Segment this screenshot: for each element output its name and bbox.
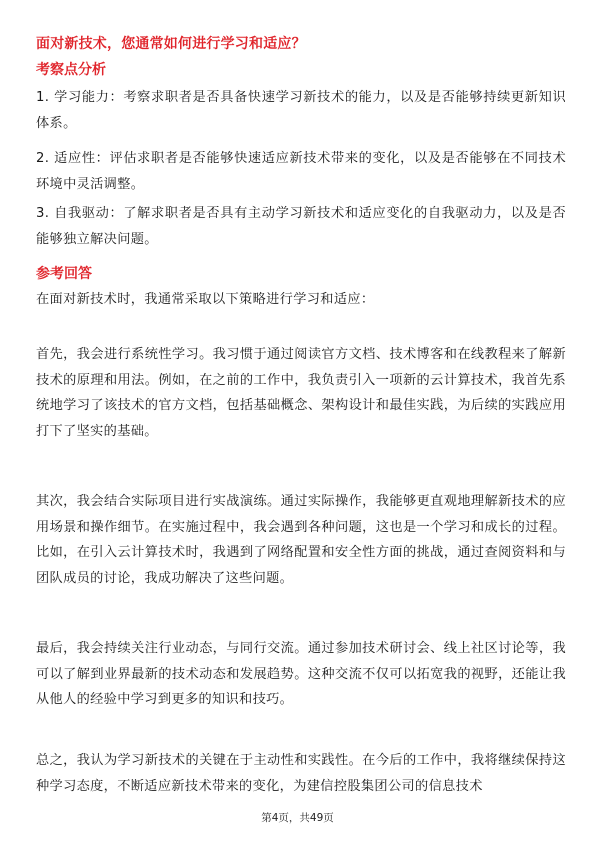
analysis-item-1: 1. 学习能力：考察求职者是否具备快速学习新技术的能力，以及是否能够持续更新知识体系。	[36, 90, 566, 131]
question-heading: 面对新技术，您通常如何进行学习和适应？	[36, 36, 306, 52]
answer-paragraph-4: 总之，我认为学习新技术的关键在于主动性和实践性。在今后的工作中，我将继续保持这种学习态度，不断适应新技术带来的变化，为建信控股集团公司的信息技术	[36, 753, 566, 794]
analysis-item-3: 3. 自我驱动：了解求职者是否具有主动学习新技术和适应变化的自我驱动力，以及是否能够独立解决问题。	[36, 206, 566, 247]
answer-paragraph-1: 首先，我会进行系统性学习。我习惯于通过阅读官方文档、技术博客和在线教程来了解新技术的原理和用法。例如，在之前的工作中，我负责引入一项新的云计算技术，我首先系统地学习了该技术的官方文档，包括基础概念、架构设计和最佳实践，为后续的实践应用打下了坚实的基础。	[36, 347, 566, 439]
analysis-section-title: 考察点分析	[36, 62, 106, 78]
analysis-item-2: 2. 适应性：评估求职者是否能够快速适应新技术带来的变化，以及是否能够在不同技术环境中灵活调整。	[36, 151, 566, 192]
answer-section-title: 参考回答	[36, 266, 92, 282]
answer-paragraph-3: 最后，我会持续关注行业动态，与同行交流。通过参加技术研讨会、线上社区讨论等，我可以了解到业界最新的技术动态和发展趋势。这种交流不仅可以拓宽我的视野，还能让我从他人的经验中学习到更多的知识和技巧。	[36, 641, 566, 708]
page-number-footer: 第4页，共49页	[261, 812, 334, 824]
answer-intro: 在面对新技术时，我通常采取以下策略进行学习和适应：	[36, 292, 375, 307]
answer-paragraph-2: 其次，我会结合实际项目进行实战演练。通过实际操作，我能够更直观地理解新技术的应用场景和操作细节。在实施过程中，我会遇到各种问题，这也是一个学习和成长的过程。比如，在引入云计算技术时，我遇到了网络配置和安全性方面的挑战，通过查阅资料和与团队成员的讨论，我成功解决了这些问题。	[36, 494, 566, 586]
